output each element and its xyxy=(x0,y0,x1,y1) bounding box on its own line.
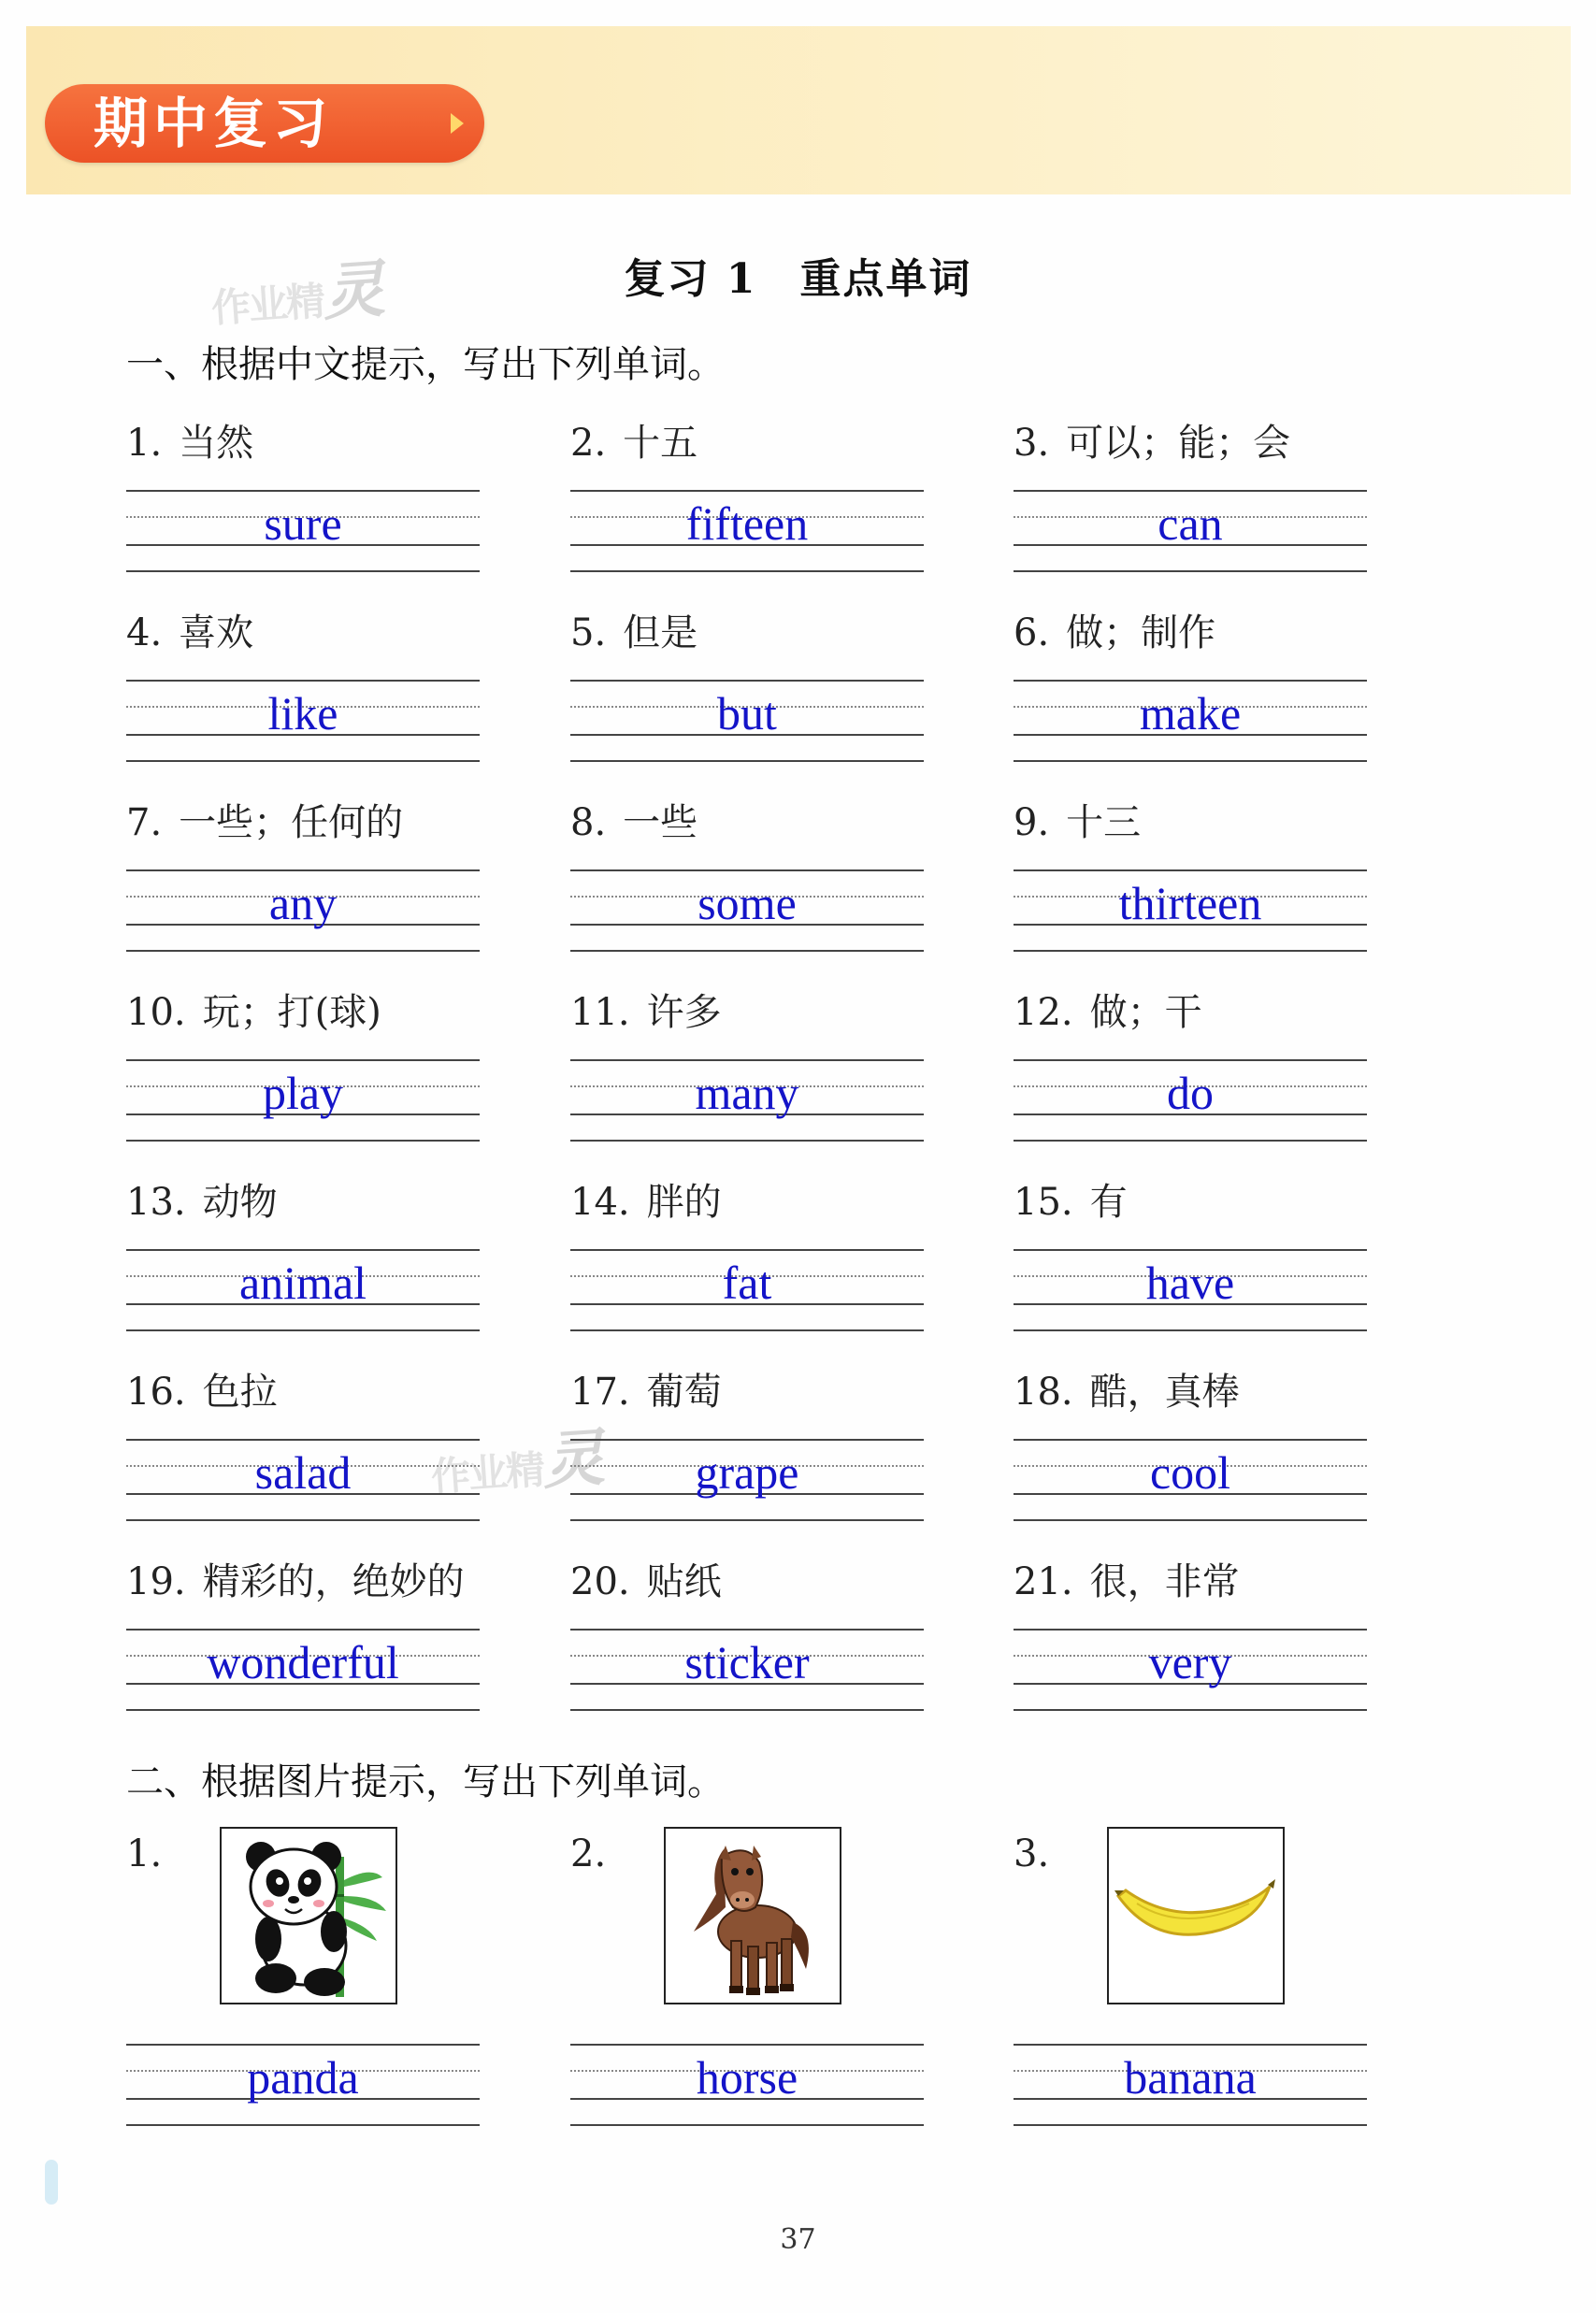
rule-line xyxy=(570,869,924,871)
chinese-prompt xyxy=(1014,413,1290,467)
rule-line xyxy=(570,1249,924,1251)
word-item xyxy=(570,793,926,980)
chinese-hint: 精彩的，绝妙的 xyxy=(202,1560,465,1603)
item-number: 15. xyxy=(1014,1181,1073,1224)
answer-text: fat xyxy=(722,1257,772,1309)
picture-item xyxy=(570,1832,926,2141)
chinese-hint: 当然 xyxy=(179,422,254,465)
chinese-hint: 玩；打(球) xyxy=(202,991,381,1034)
answer-line[interactable] xyxy=(570,2044,924,2126)
rule-line xyxy=(570,1059,924,1061)
chinese-prompt xyxy=(126,603,253,656)
word-item xyxy=(1014,413,1369,600)
rule-line xyxy=(126,1059,480,1061)
item-number: 19. xyxy=(126,1560,186,1603)
arrow-right-icon xyxy=(451,113,464,134)
answer-text: banana xyxy=(1124,2051,1257,2104)
rule-line xyxy=(570,2124,924,2126)
rule-line xyxy=(126,1249,480,1251)
page-title: 复习 1 重点单词 xyxy=(624,255,972,303)
rule-line xyxy=(126,1709,480,1711)
rule-line xyxy=(570,680,924,682)
word-item xyxy=(1014,1172,1369,1359)
item-number: 21. xyxy=(1014,1560,1073,1603)
answer-text: like xyxy=(267,687,338,740)
answer-line[interactable] xyxy=(570,869,924,952)
answer-line[interactable] xyxy=(570,490,924,572)
answer-line[interactable] xyxy=(126,1439,480,1521)
answer-line[interactable] xyxy=(126,1249,480,1331)
item-number: 9. xyxy=(1014,801,1050,844)
chinese-hint: 一些；任何的 xyxy=(179,801,404,844)
answer-line[interactable] xyxy=(1014,1629,1367,1711)
chinese-prompt xyxy=(126,413,253,467)
word-item xyxy=(126,603,482,790)
word-item xyxy=(1014,1362,1369,1549)
rule-line xyxy=(1014,2044,1367,2046)
chinese-prompt xyxy=(126,1172,278,1226)
watermark-text: 作业精 xyxy=(209,278,325,332)
edge-mark xyxy=(45,2160,58,2205)
rule-line xyxy=(570,1329,924,1331)
rule-line xyxy=(126,570,480,572)
chinese-prompt xyxy=(570,983,722,1036)
word-item xyxy=(570,1552,926,1739)
chinese-hint: 一些 xyxy=(623,801,698,844)
page-number: 37 xyxy=(780,2223,816,2256)
answer-text: animal xyxy=(238,1257,367,1309)
rule-line xyxy=(1014,1439,1367,1441)
item-number: 1. xyxy=(126,1832,163,1875)
chinese-hint: 十五 xyxy=(623,422,698,465)
answer-line[interactable] xyxy=(570,1249,924,1331)
watermark-text: 作业精 xyxy=(429,1446,545,1501)
rule-line xyxy=(1014,1140,1367,1142)
answer-text: any xyxy=(268,877,338,929)
section-tab-label: 期中复习 xyxy=(93,92,334,155)
answer-line[interactable] xyxy=(1014,680,1367,762)
item-number: 5. xyxy=(570,611,607,654)
item-number: 2. xyxy=(570,1832,607,1875)
chinese-hint: 葡萄 xyxy=(646,1371,722,1414)
rule-line xyxy=(570,1519,924,1521)
item-number: 18. xyxy=(1014,1371,1073,1414)
chinese-prompt xyxy=(570,413,697,467)
answer-text: wonderful xyxy=(207,1636,399,1688)
item-number: 3. xyxy=(1014,1832,1050,1875)
item-number: 12. xyxy=(1014,991,1073,1034)
word-item xyxy=(1014,983,1369,1170)
rule-line xyxy=(126,1329,480,1331)
answer-line[interactable] xyxy=(1014,1439,1367,1521)
answer-text: sticker xyxy=(684,1636,810,1688)
answer-line[interactable] xyxy=(126,2044,480,2126)
chinese-hint: 做；干 xyxy=(1089,991,1202,1034)
rule-line xyxy=(126,2044,480,2046)
rule-line xyxy=(1014,869,1367,871)
answer-line[interactable] xyxy=(126,490,480,572)
chinese-hint: 很，非常 xyxy=(1089,1560,1240,1603)
answer-line[interactable] xyxy=(126,869,480,952)
rule-line xyxy=(1014,1629,1367,1631)
answer-text: many xyxy=(695,1067,799,1119)
answer-text: cool xyxy=(1149,1446,1231,1499)
word-item xyxy=(1014,793,1369,980)
answer-line[interactable] xyxy=(1014,1249,1367,1331)
rule-line xyxy=(126,1439,480,1441)
word-item xyxy=(126,1172,482,1359)
chinese-prompt xyxy=(126,793,403,846)
watermark-big-char: 灵 xyxy=(320,252,385,329)
answer-text: panda xyxy=(247,2051,359,2104)
item-number: 11. xyxy=(570,991,630,1034)
rule-line xyxy=(126,490,480,492)
answer-line[interactable] xyxy=(570,1629,924,1711)
rule-line xyxy=(570,1140,924,1142)
answer-text: do xyxy=(1167,1067,1214,1119)
item-number: 8. xyxy=(570,801,607,844)
chinese-hint: 但是 xyxy=(623,611,698,654)
item-number: 3. xyxy=(1014,422,1050,465)
rule-line xyxy=(570,490,924,492)
item-number: 17. xyxy=(570,1371,630,1414)
word-item xyxy=(570,413,926,600)
rule-line xyxy=(1014,1519,1367,1521)
chinese-prompt xyxy=(126,1362,278,1415)
answer-line[interactable] xyxy=(1014,2044,1367,2126)
section-heading-1: 一、根据中文提示，写出下列单词。 xyxy=(126,343,725,386)
answer-text: fifteen xyxy=(685,497,809,550)
word-item xyxy=(126,413,482,600)
rule-line xyxy=(1014,1709,1367,1711)
chinese-hint: 有 xyxy=(1089,1181,1128,1224)
answer-line[interactable] xyxy=(126,1059,480,1142)
answer-text: some xyxy=(697,877,797,929)
rule-line xyxy=(1014,680,1367,682)
word-item xyxy=(570,983,926,1170)
answer-line[interactable] xyxy=(570,1059,924,1142)
rule-line xyxy=(570,1709,924,1711)
rule-line xyxy=(1014,760,1367,762)
rule-line xyxy=(1014,1249,1367,1251)
chinese-hint: 酷，真棒 xyxy=(1089,1371,1240,1414)
rule-line xyxy=(126,950,480,952)
item-number: 6. xyxy=(1014,611,1050,654)
rule-line xyxy=(1014,1329,1367,1331)
chinese-hint: 许多 xyxy=(646,991,722,1034)
chinese-hint: 可以；能；会 xyxy=(1066,422,1291,465)
answer-text: very xyxy=(1148,1636,1232,1688)
item-number: 20. xyxy=(570,1560,630,1603)
chinese-hint: 动物 xyxy=(202,1181,278,1224)
rule-line xyxy=(1014,2124,1367,2126)
rule-line xyxy=(570,2044,924,2046)
word-item xyxy=(1014,1552,1369,1739)
answer-line[interactable] xyxy=(570,1439,924,1521)
chinese-prompt xyxy=(570,603,697,656)
answer-text: sure xyxy=(264,497,342,550)
horse-icon xyxy=(664,1827,841,2004)
chinese-prompt xyxy=(1014,1172,1128,1226)
word-item xyxy=(570,603,926,790)
picture-item xyxy=(126,1832,482,2141)
chinese-prompt xyxy=(1014,983,1202,1036)
item-number: 10. xyxy=(126,991,186,1034)
item-number: 1. xyxy=(126,422,163,465)
item-number: 16. xyxy=(126,1371,186,1414)
answer-line[interactable] xyxy=(126,680,480,762)
answer-text: horse xyxy=(696,2051,798,2104)
rule-line xyxy=(126,869,480,871)
rule-line xyxy=(570,1439,924,1441)
word-item xyxy=(570,1362,926,1549)
chinese-prompt xyxy=(570,1362,722,1415)
item-number: 7. xyxy=(126,801,163,844)
chinese-prompt xyxy=(1014,1552,1240,1605)
section-heading-2: 二、根据图片提示，写出下列单词。 xyxy=(126,1760,725,1803)
answer-text: but xyxy=(717,687,777,740)
chinese-prompt xyxy=(1014,1362,1240,1415)
item-number: 4. xyxy=(126,611,163,654)
panda-icon xyxy=(220,1827,397,2004)
answer-line[interactable] xyxy=(570,680,924,762)
rule-line xyxy=(1014,1059,1367,1061)
watermark-big-char: 灵 xyxy=(539,1421,605,1498)
word-item xyxy=(126,983,482,1170)
rule-line xyxy=(126,1140,480,1142)
answer-line[interactable] xyxy=(126,1629,480,1711)
chinese-hint: 喜欢 xyxy=(179,611,254,654)
answer-line[interactable] xyxy=(1014,869,1367,952)
picture-item xyxy=(1014,1832,1369,2141)
chinese-prompt xyxy=(570,1552,722,1605)
rule-line xyxy=(126,1519,480,1521)
chinese-hint: 贴纸 xyxy=(646,1560,722,1603)
answer-text: have xyxy=(1145,1257,1235,1309)
rule-line xyxy=(126,1629,480,1631)
chinese-prompt xyxy=(570,793,697,846)
chinese-prompt xyxy=(1014,793,1141,846)
chinese-prompt xyxy=(126,983,381,1036)
word-item xyxy=(126,1362,482,1549)
chinese-prompt xyxy=(126,1552,465,1605)
chinese-hint: 胖的 xyxy=(646,1181,722,1224)
item-number: 13. xyxy=(126,1181,186,1224)
rule-line xyxy=(126,2124,480,2126)
chinese-prompt xyxy=(1014,603,1215,656)
rule-line xyxy=(570,1629,924,1631)
answer-text: grape xyxy=(695,1446,799,1499)
answer-text: play xyxy=(262,1067,344,1119)
answer-text: thirteen xyxy=(1118,877,1262,929)
answer-line[interactable] xyxy=(1014,490,1367,572)
answer-text: can xyxy=(1157,497,1223,550)
answer-line[interactable] xyxy=(1014,1059,1367,1142)
answer-text: salad xyxy=(254,1446,352,1499)
answer-text: make xyxy=(1139,687,1242,740)
banana-icon xyxy=(1107,1827,1285,2004)
rule-line xyxy=(570,950,924,952)
rule-line xyxy=(1014,570,1367,572)
word-item xyxy=(126,793,482,980)
rule-line xyxy=(126,760,480,762)
chinese-hint: 做；制作 xyxy=(1066,611,1216,654)
word-item xyxy=(1014,603,1369,790)
chinese-prompt xyxy=(570,1172,722,1226)
item-number: 14. xyxy=(570,1181,630,1224)
rule-line xyxy=(1014,490,1367,492)
chinese-hint: 色拉 xyxy=(202,1371,278,1414)
rule-line xyxy=(570,760,924,762)
rule-line xyxy=(570,570,924,572)
chinese-hint: 十三 xyxy=(1066,801,1142,844)
item-number: 2. xyxy=(570,422,607,465)
rule-line xyxy=(1014,950,1367,952)
rule-line xyxy=(126,680,480,682)
word-item xyxy=(126,1552,482,1739)
word-item xyxy=(570,1172,926,1359)
